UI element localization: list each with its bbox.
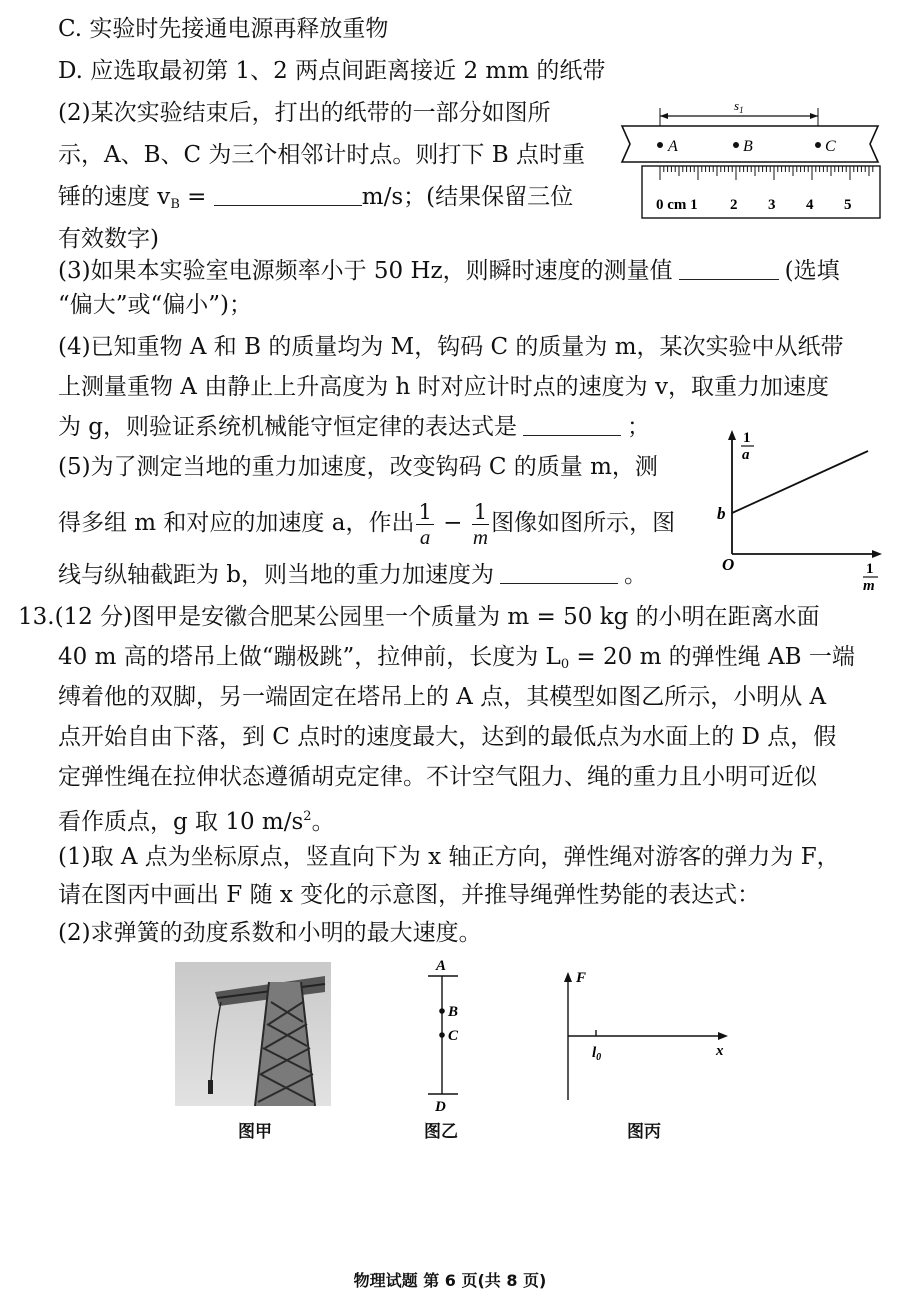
axis-label-x: x (716, 1043, 724, 1059)
q2-line2: 示，A、B、C 为三个相邻计时点。则打下 B 点时重 (58, 142, 585, 168)
q13-part1: (1)取 A 点为坐标原点，竖直向下为 x 轴正方向，弹性绳对游客的弹力为 F， (58, 844, 840, 870)
q2-line3 (58, 182, 573, 220)
q4-line2: 上测量重物 A 由静止上升高度为 h 时对应计时点的速度为 v，取重力加速度 (58, 374, 829, 400)
bungee-tower-photo (175, 962, 331, 1106)
model-label-a: A (436, 958, 447, 974)
option-c: C. 实验时先接通电源再释放重物 (58, 16, 389, 42)
graph-intercept: b (717, 504, 726, 523)
q13-line6 (58, 802, 335, 837)
q4-l3-post: ； (627, 414, 651, 440)
q13-line2 (58, 642, 855, 680)
graph-y-den: a (742, 447, 750, 463)
graph-origin: O (722, 555, 735, 574)
ruler-unit-label: 0 cm 1 (656, 197, 698, 213)
q13-l2-post: = 20 m 的弹性绳 AB 一端 (569, 644, 855, 670)
axis-mark-l0: $l_0$ (592, 1045, 602, 1063)
q4-l3-text: 为 g，则验证系统机械能守恒定律的表达式是 (58, 414, 518, 440)
tape-label-b: B (743, 138, 753, 155)
q3-line1 (58, 256, 840, 286)
answer-blank-q4[interactable] (523, 413, 621, 436)
q5-l3-text: 线与纵轴截距为 b，则当地的重力加速度为 (58, 562, 495, 588)
q13-part2: (2)求弹簧的劲度系数和小明的最大速度。 (58, 920, 482, 946)
caption-jia: 图甲 (238, 1122, 272, 1142)
graph-y-num: 1 (743, 430, 751, 446)
answer-blank-q5[interactable] (500, 561, 618, 584)
q5-l3-post: 。 (624, 562, 648, 588)
inverse-accel-graph (700, 420, 890, 592)
q4-line3 (58, 412, 650, 442)
q5-line3 (58, 560, 647, 590)
answer-blank-vb[interactable] (214, 183, 362, 206)
q13-l6-pre: 看作质点，g 取 10 m/s (58, 809, 304, 835)
model-label-c: C (448, 1028, 459, 1044)
q13-l2-sub: 0 (560, 657, 570, 672)
q13-part1b: 请在图丙中画出 F 随 x 变化的示意图，并推导绳弹性势能的表达式： (58, 882, 761, 908)
axis-label-f: F (576, 970, 587, 986)
ruler-tick-3: 3 (768, 197, 776, 213)
graph-line (732, 451, 868, 513)
q2-l3-sub: B (170, 197, 180, 212)
caption-bing: 图丙 (627, 1122, 661, 1142)
page-footer: 物理试题 第 6 页(共 8 页) (353, 1271, 547, 1290)
q2-l3-eq: = (179, 184, 214, 210)
model-point-b (439, 1008, 445, 1014)
force-displacement-axes (556, 960, 736, 1110)
ruler-tick-4: 4 (806, 197, 814, 213)
fraction-1-over-m: $\frac{1}{m}$ (472, 499, 489, 549)
model-label-d: D (435, 1099, 446, 1114)
tape-label-c: C (825, 138, 836, 155)
q13-l6-post: 。 (311, 809, 335, 835)
tape-point-c (815, 142, 821, 148)
tape-s-label: $s_1$ (734, 98, 744, 115)
graph-x-num: 1 (866, 561, 874, 577)
model-label-b: B (448, 1004, 459, 1020)
ruler-tick-5: 5 (844, 197, 852, 213)
model-point-c (439, 1032, 445, 1038)
q2-l3-post: m/s；(结果保留三位 (361, 184, 574, 210)
q13-line5: 定弹性绳在拉伸状态遵循胡克定律。不计空气阻力、绳的重力且小明可近似 (58, 764, 817, 790)
q3-l1-post: (选填 (784, 258, 840, 284)
q13-l2-pre: 40 m 高的塔吊上做“蹦极跳”，拉伸前，长度为 L (58, 644, 561, 670)
q3-line2: “偏大”或“偏小”)； (58, 292, 253, 318)
q2-l3-pre: 锤的速度 v (58, 184, 171, 210)
q13-line3: 缚着他的双脚，另一端固定在塔吊上的 A 点，其模型如图乙所示，小明从 A (58, 684, 827, 710)
answer-blank-q3[interactable] (679, 257, 779, 280)
q4-line1: (4)已知重物 A 和 B 的质量均为 M，钩码 C 的质量为 m，某次实验中从纸带 (58, 334, 844, 360)
q13-line4: 点开始自由下落，到 C 点时的速度最大，达到的最低点为水面上的 D 点，假 (58, 724, 837, 750)
caption-yi: 图乙 (424, 1122, 458, 1142)
q2-line1: (2)某次实验结束后，打出的纸带的一部分如图所 (58, 100, 551, 126)
tape-point-b (733, 142, 739, 148)
option-d: D. 应选取最初第 1、2 两点间距离接近 2 mm 的纸带 (58, 58, 606, 84)
fraction-1-over-a: $\frac{1}{a}$ (418, 499, 432, 549)
q5-line2: 得多组 m 和对应的加速度 a，作出 $\frac{1}{a}$ − $\frac{1}{m}$ 图像如图所示，图 (58, 499, 676, 549)
q5-line1: (5)为了测定当地的重力加速度，改变钩码 C 的质量 m，测 (58, 454, 658, 480)
tape-label-a: A (668, 138, 678, 155)
q3-l1-text: (3)如果本实验室电源频率小于 50 Hz，则瞬时速度的测量值 (58, 258, 673, 284)
paper-tape-figure (620, 96, 882, 220)
q13-l6-sup: 2 (303, 809, 312, 824)
q13-line1: 13.(12 分)图甲是安徽合肥某公园里一个质量为 m = 50 kg 的小明在距离水面 (18, 604, 820, 630)
q2-line4: 有效数字) (58, 226, 159, 252)
rope-model-figure (420, 954, 480, 1114)
graph-x-den: m (863, 578, 875, 592)
ruler-tick-2: 2 (730, 197, 738, 213)
q5-l2-pre: 得多组 m 和对应的加速度 a，作出 (58, 510, 415, 536)
q5-l2-post: 图像如图所示，图 (491, 510, 676, 536)
tape-point-a (657, 142, 663, 148)
